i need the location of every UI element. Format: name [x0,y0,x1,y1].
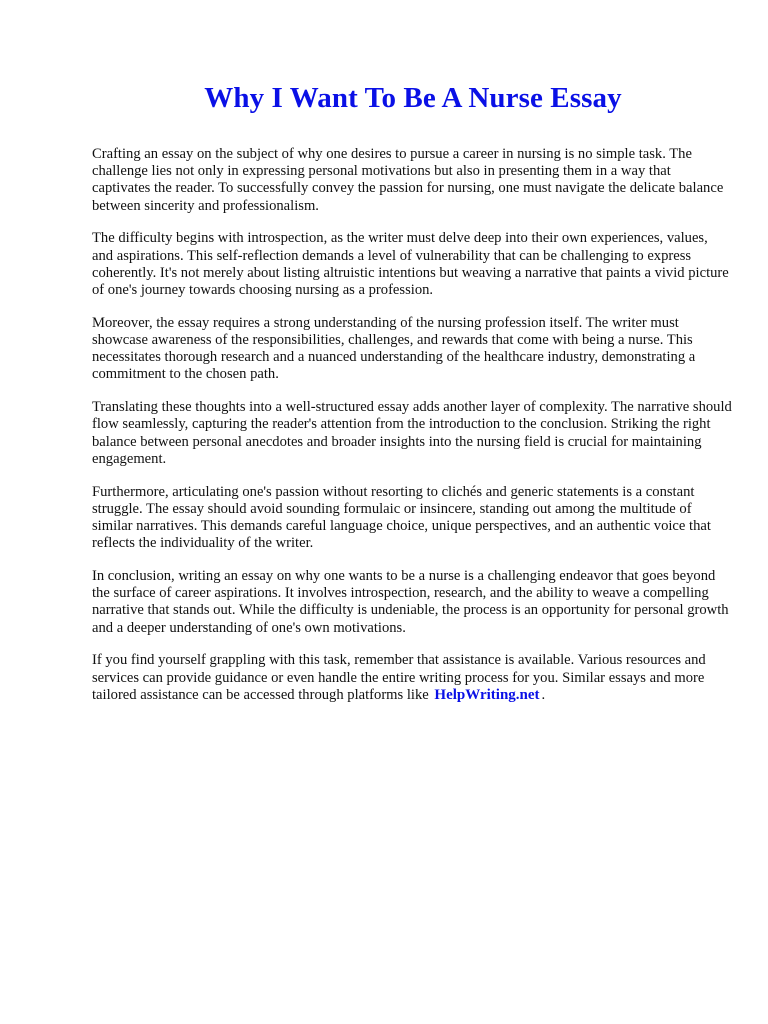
paragraph-6: In conclusion, writing an essay on why one wants to be a nurse is a challenging endeavor that goes beyond the surface of career aspirations. It involves introspection, research, and the ability to weave a compelling narrative that stands out. While the difficulty is undeniable, the process is an opportunity for personal growth and a deeper understanding of one's own motivations. [92,568,729,636]
helpwriting-link[interactable]: HelpWriting.net [434,686,540,703]
essay-body [92,146,732,720]
essay-title: Why I Want To Be A Nurse Essay [204,82,622,114]
paragraph-1: Crafting an essay on the subject of why one desires to pursue a career in nursing is no simple task. The challenge lies not only in expressing personal motivations but also in presenting them in a way that captivates the reader. To successfully convey the passion for nursing, one must navigate the delicate balance between sincerity and professionalism. [92,146,724,214]
paragraph-7-text: If you find yourself grappling with this task, remember that assistance is available. Various resources and services can provide guidance or even handle the entire writing process for you. Similar essays and more tailored assistance can be accessed through platforms like [92,652,706,703]
paragraph-5: Furthermore, articulating one's passion without resorting to clichés and generic statements is a constant struggle. The essay should avoid sounding formulaic or insincere, standing out among the multitude of similar narratives. This demands careful language choice, unique perspectives, and an authentic voice that reflects the individuality of the writer. [92,483,711,552]
paragraph-7-suffix: . [541,686,546,703]
paragraph-4: Translating these thoughts into a well-structured essay adds another layer of complexity. The narrative should flow seamlessly, capturing the reader's attention from the introduction to the conclusion. Striking the right balance between personal anecdotes and broader insights into the nursing field is crucial for maintaining engagement. [92,399,732,467]
paragraph-7 [92,652,732,704]
paragraph-2: The difficulty begins with introspection, as the writer must delve deep into their own experiences, values, and aspirations. This self-reflection demands a level of vulnerability that can be challenging to express coherently. It's not merely about listing altruistic intentions but weaving a narrative that paints a vivid picture of one's journey towards choosing nursing as a profession. [92,230,729,299]
paragraph-3: Moreover, the essay requires a strong understanding of the nursing profession itself. The writer must showcase awareness of the responsibilities, challenges, and rewards that come with being a nurse. This necessitates thorough research and a nuanced understanding of the healthcare industry, demonstrating a commitment to the chosen path. [92,314,696,383]
